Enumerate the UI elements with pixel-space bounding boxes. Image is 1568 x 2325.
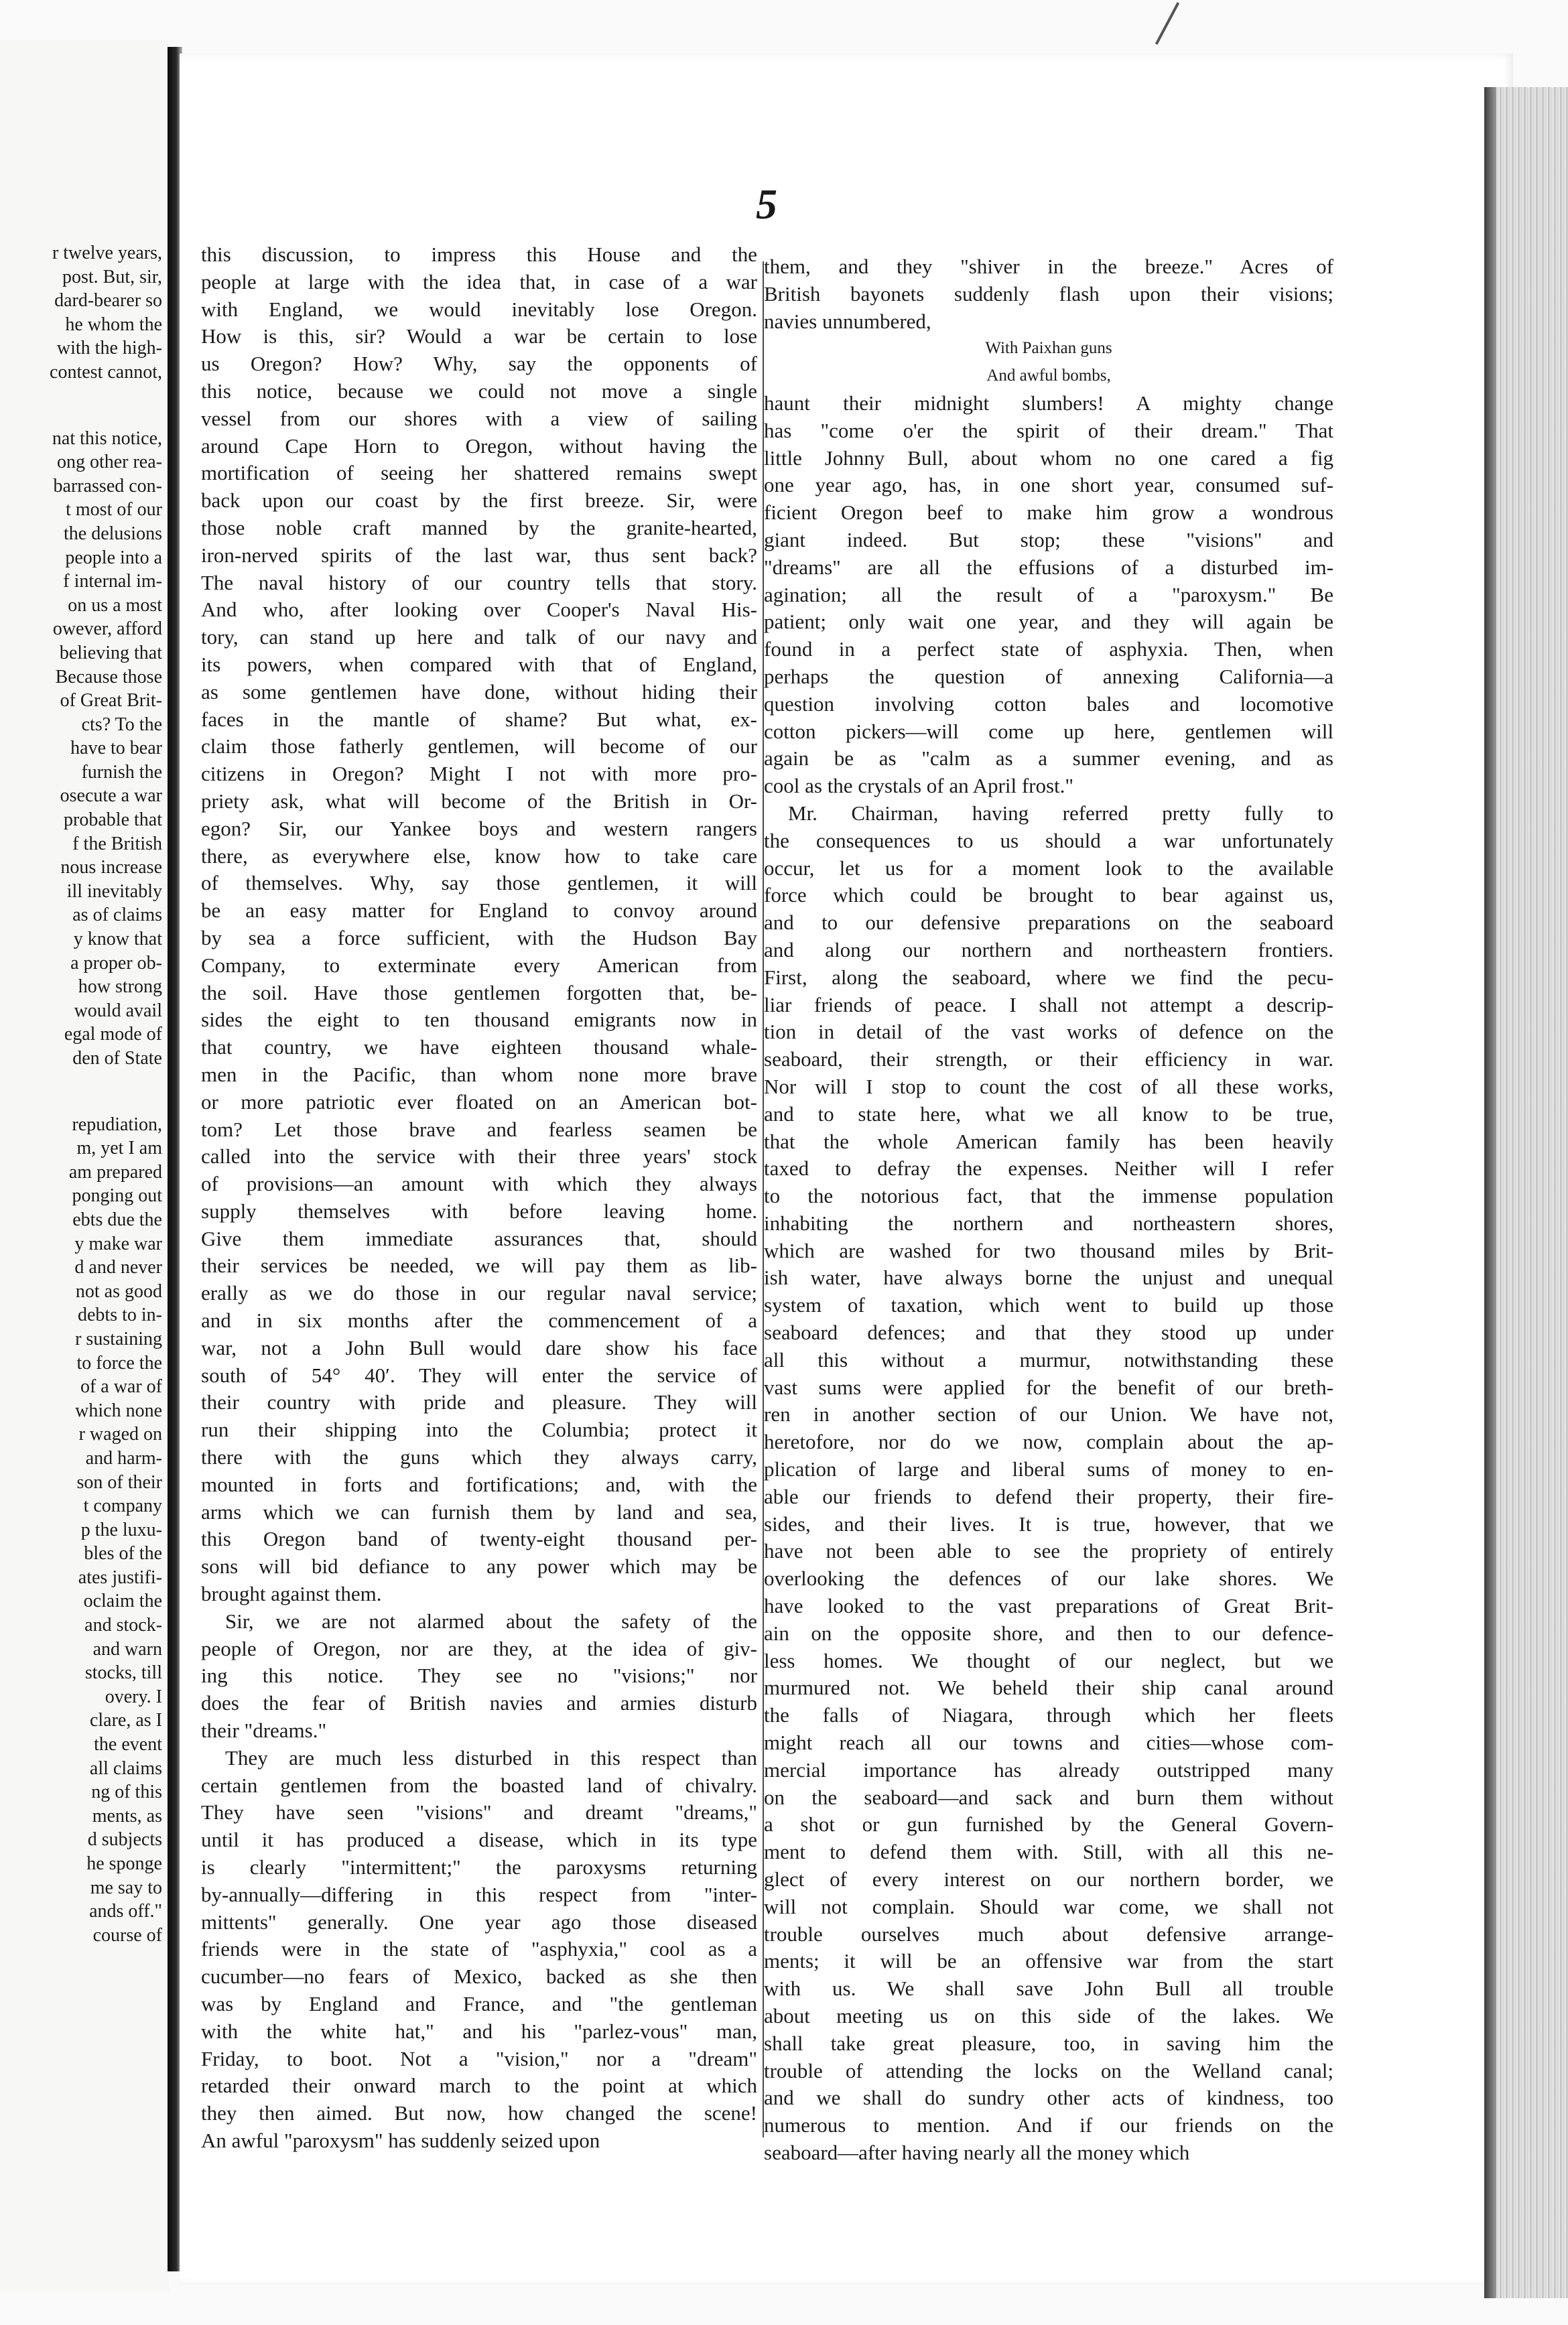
text-line: with England, we would inevitably lose Oregon.: [201, 297, 757, 321]
text-line: brought against them.: [201, 1582, 382, 1606]
text-line: ain on the opposite shore, and then to our defence-: [764, 1621, 1333, 1645]
text-line: plication of large and liberal sums of money to en-: [764, 1457, 1333, 1481]
text-line: ments; it will be an offensive war from the start: [764, 1949, 1333, 1973]
left-page-text-line: ments, as: [92, 1805, 162, 1826]
paragraph-gap: [1, 385, 162, 427]
left-page-text-line: with the high-: [56, 338, 162, 359]
text-line: us Oregon? How? Why, say the opponents of: [201, 352, 757, 376]
left-page-text-line: clare, as I: [89, 1710, 162, 1731]
left-page-text-line: he sponge: [86, 1853, 162, 1874]
text-line: the falls of Niagara, through which her fleets: [764, 1703, 1333, 1727]
text-line: British bayonets suddenly flash upon their visions;: [764, 281, 1333, 306]
text-line: numerous to mention. And if our friends on the: [764, 2113, 1333, 2137]
left-facing-page: [0, 40, 169, 2291]
left-page-text-line: nat this notice,: [52, 427, 162, 449]
left-page-text-line: t company: [83, 1496, 162, 1517]
text-line: will not complain. Should war come, we shall not: [764, 1894, 1333, 1918]
left-page-text-line: ong other rea-: [56, 452, 162, 473]
text-line: was by England and France, and "the gentleman: [201, 1992, 757, 2015]
text-line: faces in the mantle of shame? But what, ex-: [201, 707, 757, 731]
text-line: the soil. Have those gentlemen forgotten that, be-: [201, 980, 757, 1004]
text-line: retarded their onward march to the point at which: [201, 2074, 757, 2098]
left-page-text-line: on us a most: [68, 594, 162, 616]
text-line: able our friends to defend their property, their fire-: [764, 1484, 1333, 1508]
text-line: cotton pickers—will come up here, gentlemen will: [764, 719, 1333, 743]
text-line: occur, let us for a moment look to the available: [764, 856, 1333, 880]
text-line: on the seaboard—and sack and burn them without: [764, 1785, 1333, 1809]
paragraph-gap: [1, 1071, 162, 1113]
text-line: trouble of attending the locks on the Welland canal;: [764, 2058, 1333, 2082]
text-line: have not been able to see the propriety of entirely: [764, 1539, 1333, 1563]
text-line: them, and they "shiver in the breeze." Acres of: [764, 255, 1333, 278]
text-line: iron-nerved spirits of the last war, thus sent back?: [201, 543, 757, 567]
left-page-text-line: of a war of: [80, 1376, 162, 1398]
left-page-text-line: cts? To the: [81, 714, 162, 735]
left-page-text-line: owever, afford: [52, 618, 162, 640]
text-line: of themselves. Why, say those gentlemen, it will: [201, 871, 757, 895]
text-line: their services be needed, we will pay them as lib-: [201, 1254, 757, 1278]
text-line: and in six months after the commencement of a: [201, 1309, 757, 1333]
left-page-text-line: t most of our: [66, 499, 162, 521]
text-line: How is this, sir? Would a war be certain to lose: [201, 324, 757, 348]
text-line: this Oregon band of twenty-eight thousand per-: [201, 1527, 757, 1551]
left-page-text-line: post. But, sir,: [62, 266, 162, 287]
text-line: about meeting us on this side of the lakes. We: [764, 2004, 1333, 2028]
text-line: seaboard, their strength, or their efficiency in war.: [764, 1047, 1333, 1071]
text-line: shall take great pleasure, too, in saving him the: [764, 2031, 1333, 2055]
left-page-text-line: ebts due the: [72, 1209, 162, 1230]
left-page-text-line: f internal im-: [63, 571, 162, 592]
text-line: again be as "calm as a summer evening, and as: [764, 746, 1333, 771]
left-page-text-line: ponging out: [72, 1185, 162, 1207]
text-line: heretofore, nor do we now, complain about the ap-: [764, 1430, 1333, 1454]
text-line: With Paixhan guns: [985, 339, 1112, 358]
text-line: to the notorious fact, that the immense population: [764, 1184, 1333, 1208]
left-page-text-line: r twelve years,: [52, 243, 162, 263]
left-page-text-line: den of State: [72, 1048, 162, 1069]
text-line: there with the guns which they always carry,: [201, 1445, 757, 1469]
text-column-right: [764, 253, 1333, 2167]
left-page-text-line: y make war: [74, 1233, 162, 1254]
left-page-text-line: and stock-: [84, 1615, 162, 1636]
left-page-text-line: ng of this: [91, 1782, 162, 1803]
text-line: this notice, because we could not move a single: [201, 379, 757, 403]
left-page-text-line: f the British: [72, 833, 162, 854]
text-line: inhabiting the northern and northeastern shores,: [764, 1211, 1333, 1235]
text-line: haunt their midnight slumbers! A mighty change: [764, 391, 1333, 415]
left-page-text-line: Because those: [55, 666, 162, 687]
text-line: men in the Pacific, than whom none more brave: [201, 1062, 757, 1086]
text-line: sides, and their lives. It is true, however, that we: [764, 1512, 1333, 1536]
text-line: and we shall do sundry other acts of kindness, too: [764, 2086, 1333, 2110]
text-line: priety ask, what will become of the British in Or-: [201, 789, 757, 813]
text-line: vast sums were applied for the benefit of our breth-: [764, 1375, 1333, 1399]
text-line: the consequences to us should a war unfortunately: [764, 828, 1333, 852]
text-line: They have seen "visions" and dreamt "dreams,": [201, 1800, 757, 1824]
text-line: First, along the seaboard, where we find the pecu-: [764, 965, 1333, 989]
page-edges: [1484, 87, 1568, 2298]
text-line: Nor will I stop to count the cost of all these works,: [764, 1074, 1333, 1098]
text-line: liar friends of peace. I shall not attempt a descrip-: [764, 992, 1333, 1016]
text-line: citizens in Oregon? Might I not with more pro-: [201, 762, 757, 786]
left-page-text-line: d and never: [74, 1257, 162, 1278]
page-number: 5: [756, 180, 777, 228]
text-line: their "dreams.": [201, 1719, 327, 1743]
text-line: has "come o'er the spirit of their dream." That: [764, 418, 1333, 442]
left-page-text-line: to force the: [76, 1352, 162, 1374]
text-line: supply themselves with before leaving home.: [201, 1199, 757, 1223]
text-line: until it has produced a disease, which in its type: [201, 1828, 757, 1852]
left-page-text-line: barrassed con-: [53, 475, 162, 496]
left-page-text-line: d subjects: [87, 1829, 162, 1851]
text-line: Mr. Chairman, having referred pretty fully to: [788, 801, 1333, 825]
text-line: this discussion, to impress this House and the: [201, 243, 757, 266]
text-line: agination; all the result of a "paroxysm." Be: [764, 582, 1333, 606]
text-line: An awful "paroxysm" has suddenly seized upon: [201, 2128, 600, 2152]
text-line: be an easy matter for England to convoy around: [201, 899, 757, 923]
text-line: patient; only wait one year, and they will again be: [764, 610, 1333, 634]
text-line: south of 54° 40′. They will enter the service of: [201, 1363, 757, 1387]
text-line: sons will bid defiance to any power which may be: [201, 1554, 757, 1579]
text-line: Friday, to boot. Not a "vision," nor a "dream": [201, 2046, 757, 2070]
text-line: system of taxation, which went to build up those: [764, 1293, 1333, 1317]
text-line: with us. We shall save John Bull all trouble: [764, 1977, 1333, 2001]
left-page-text-line: p the luxu-: [80, 1519, 162, 1540]
text-line: mortification of seeing her shattered remains swept: [201, 461, 757, 485]
left-page-text-line: people into a: [65, 547, 162, 568]
left-page-text-line: all claims: [89, 1757, 162, 1779]
left-page-text-line: am prepared: [68, 1161, 162, 1183]
text-line: with the white hat," and his "parlez-vous" man,: [201, 2019, 757, 2043]
left-page-text-line: stocks, till: [84, 1662, 162, 1684]
text-line: sides the eight to ten thousand emigrants now in: [201, 1008, 757, 1032]
text-line: ren in another section of our Union. We have not,: [764, 1402, 1333, 1426]
text-line: mounted in forts and fortifications; and, with the: [201, 1472, 757, 1496]
text-line: glect of every interest on our northern border, we: [764, 1867, 1333, 1891]
text-line: which are washed for two thousand miles by Brit-: [764, 1238, 1333, 1262]
text-line: have looked to the vast preparations of Great Brit-: [764, 1594, 1333, 1618]
text-line: people at large with the idea that, in case of a war: [201, 269, 757, 293]
left-page-text-line: he whom the: [65, 314, 162, 335]
text-line: they then aimed. But now, how changed the scene!: [201, 2101, 757, 2125]
text-line: run their shipping into the Columbia; protect it: [201, 1418, 757, 1442]
text-line: there, as everywhere else, know how to take care: [201, 844, 757, 868]
text-line: "dreams" are all the effusions of a disturbed im-: [764, 555, 1333, 579]
left-page-text-line: would avail: [74, 1000, 162, 1021]
text-line: tory, can stand up here and talk of our navy and: [201, 625, 757, 649]
text-line: seaboard—after having nearly all the money which: [764, 2140, 1190, 2164]
text-line: Company, to exterminate every American from: [201, 953, 757, 977]
left-page-text-line: furnish the: [81, 761, 162, 783]
text-line: as some gentlemen have done, without hiding their: [201, 679, 757, 704]
left-page-text-line: believing that: [59, 642, 162, 663]
text-line: their country with pride and pleasure. They will: [201, 1390, 757, 1414]
left-page-text-line: a proper ob-: [70, 952, 162, 974]
page-edge-shadow: [1484, 87, 1496, 2298]
left-page-text-line: debts to in-: [78, 1305, 162, 1326]
left-page-text-line: of Great Brit-: [60, 690, 162, 712]
text-line: force which could be brought to bear against us,: [764, 883, 1333, 907]
left-page-text-line: not as good: [75, 1280, 162, 1302]
text-line: claim those fatherly gentlemen, will become of our: [201, 734, 757, 758]
left-page-text-line: overy. I: [105, 1686, 162, 1707]
left-page-text-line: son of their: [76, 1471, 162, 1493]
text-line: of provisions—an amount with which they always: [201, 1172, 757, 1196]
text-line: murmured not. We beheld their ship canal around: [764, 1676, 1333, 1700]
text-line: war, not a John Bull would dare show his face: [201, 1335, 757, 1359]
text-line: navies unnumbered,: [764, 309, 931, 333]
text-line: tom? Let those brave and fearless seamen be: [201, 1117, 757, 1141]
text-line: seaboard defences; and that they stood up under: [764, 1321, 1333, 1345]
left-page-text-line: r waged on: [78, 1424, 162, 1445]
text-line: by-annually—differing in this respect from "inter-: [201, 1882, 757, 1906]
left-page-text-line: repudiation,: [72, 1114, 162, 1135]
text-line: does the fear of British navies and armies disturb: [201, 1691, 757, 1715]
left-page-text-line: and warn: [92, 1638, 162, 1660]
left-page-text-line: course of: [92, 1924, 162, 1946]
text-line: taxed to defray the expenses. Neither will I refer: [764, 1156, 1333, 1181]
text-line: found in a perfect state of asphyxia. Then, when: [764, 637, 1333, 661]
left-page-text-line: dard-bearer so: [54, 290, 162, 312]
text-line: Give them immediate assurances that, should: [201, 1226, 757, 1250]
left-page-text-line: m, yet I am: [76, 1138, 162, 1159]
text-line: They are much less disturbed in this respect than: [225, 1745, 757, 1770]
text-line: cucumber—no fears of Mexico, backed as she then: [201, 1965, 757, 1989]
left-page-text-line: me say to: [90, 1877, 162, 1898]
left-page-text-line: egal mode of: [64, 1024, 162, 1045]
text-line: those noble craft manned by the granite-hearted,: [201, 515, 757, 539]
text-line: vessel from our shores with a view of sailing: [201, 406, 757, 430]
text-line: friends were in the state of "asphyxia," cool as a: [201, 1937, 757, 1961]
text-line: arms which we can furnish them by land and sea,: [201, 1500, 757, 1524]
text-line: tion in detail of the vast works of defence on the: [764, 1020, 1333, 1044]
text-line: ing this notice. They see no "visions;" nor: [201, 1664, 757, 1688]
left-page-text-line: have to bear: [70, 738, 162, 759]
left-page-text-line: osecute a war: [60, 785, 162, 807]
text-line: ment to defend them with. Still, with all this ne-: [764, 1840, 1333, 1864]
text-line: giant indeed. But stop; these "visions" and: [764, 527, 1333, 551]
text-line: that the whole American family has been heavily: [764, 1129, 1333, 1153]
text-line: ish water, have always borne the unjust and unequal: [764, 1266, 1333, 1290]
scan-mark: [1155, 2, 1179, 45]
text-line: or more patriotic ever floated on an American bot-: [201, 1089, 757, 1114]
text-line: egon? Sir, our Yankee boys and western rangers: [201, 816, 757, 840]
text-line: one year ago, has, in one short year, consumed suf-: [764, 473, 1333, 497]
text-line: that country, we have eighteen thousand whale-: [201, 1035, 757, 1059]
text-line: and to state here, what we all know to be true,: [764, 1102, 1333, 1126]
text-line: mittents" generally. One year ago those diseased: [201, 1910, 757, 1934]
text-line: and along our northern and northeastern frontiers.: [764, 937, 1333, 961]
text-line: overlooking the defences of our lake shores. We: [764, 1567, 1333, 1591]
left-page-text-line: y know that: [73, 929, 162, 950]
text-line: certain gentlemen from the boasted land of chivalry.: [201, 1773, 757, 1797]
text-line: might reach all our towns and cities—whose com-: [764, 1731, 1333, 1755]
left-page-column-fragment: [1, 241, 162, 1947]
text-line: by sea a force sufficient, with the Hudson Bay: [201, 925, 757, 949]
text-line: people of Oregon, nor are they, at the idea of giv-: [201, 1636, 757, 1660]
text-column-left: [201, 241, 757, 2155]
text-line: ficient Oregon beef to make him grow a wondrous: [764, 501, 1333, 525]
text-line: question involving cotton bales and locomotive: [764, 691, 1333, 716]
left-page-text-line: contest cannot,: [50, 361, 162, 383]
text-line: Sir, we are not alarmed about the safety of the: [225, 1609, 757, 1633]
left-page-text-line: as of claims: [72, 905, 162, 926]
left-page-text-line: ill inevitably: [66, 880, 162, 902]
text-line: And who, after looking over Cooper's Naval His-: [201, 598, 757, 622]
text-line: its powers, when compared with that of England,: [201, 652, 757, 676]
text-line: less homes. We thought of our neglect, but we: [764, 1648, 1333, 1672]
text-line: perhaps the question of annexing California—a: [764, 664, 1333, 688]
left-page-text-line: probable that: [64, 809, 162, 831]
text-line: a shot or gun furnished by the General Govern-: [764, 1812, 1333, 1837]
text-line: all this without a murmur, notwithstanding these: [764, 1347, 1333, 1372]
left-page-text-line: ates justifi-: [78, 1567, 162, 1588]
left-page-text-line: which none: [75, 1400, 162, 1421]
text-line: and to our defensive preparations on the seaboard: [764, 911, 1333, 935]
left-page-text-line: bles of the: [84, 1543, 162, 1565]
left-page-text-line: r sustaining: [75, 1328, 162, 1349]
text-line: called into the service with their three years' stock: [201, 1144, 757, 1169]
text-line: trouble ourselves much about defensive arrange-: [764, 1922, 1333, 1946]
text-line: The naval history of our country tells that story.: [201, 570, 757, 594]
text-line: mercial importance has already outstripped many: [764, 1757, 1333, 1782]
text-line: is clearly "intermittent;" the paroxysms returning: [201, 1855, 757, 1879]
text-line: cool as the crystals of an April frost.": [764, 774, 1074, 798]
left-page-text-line: oclaim the: [83, 1591, 162, 1612]
text-line: around Cape Horn to Oregon, without having the: [201, 434, 757, 458]
left-page-text-line: and harm-: [85, 1447, 162, 1469]
text-line: back upon our coast by the first breeze. Sir, were: [201, 488, 757, 513]
left-page-text-line: the delusions: [64, 523, 162, 544]
text-line: erally as we do those in our regular naval service;: [201, 1281, 757, 1305]
text-line: And awful bombs,: [986, 367, 1111, 385]
left-page-text-line: ands off.": [89, 1901, 162, 1922]
left-page-text-line: how strong: [78, 976, 162, 998]
text-line: little Johnny Bull, about whom no one cared a fig: [764, 446, 1333, 470]
left-page-text-line: nous increase: [60, 857, 162, 878]
left-page-text-line: the event: [94, 1734, 162, 1755]
